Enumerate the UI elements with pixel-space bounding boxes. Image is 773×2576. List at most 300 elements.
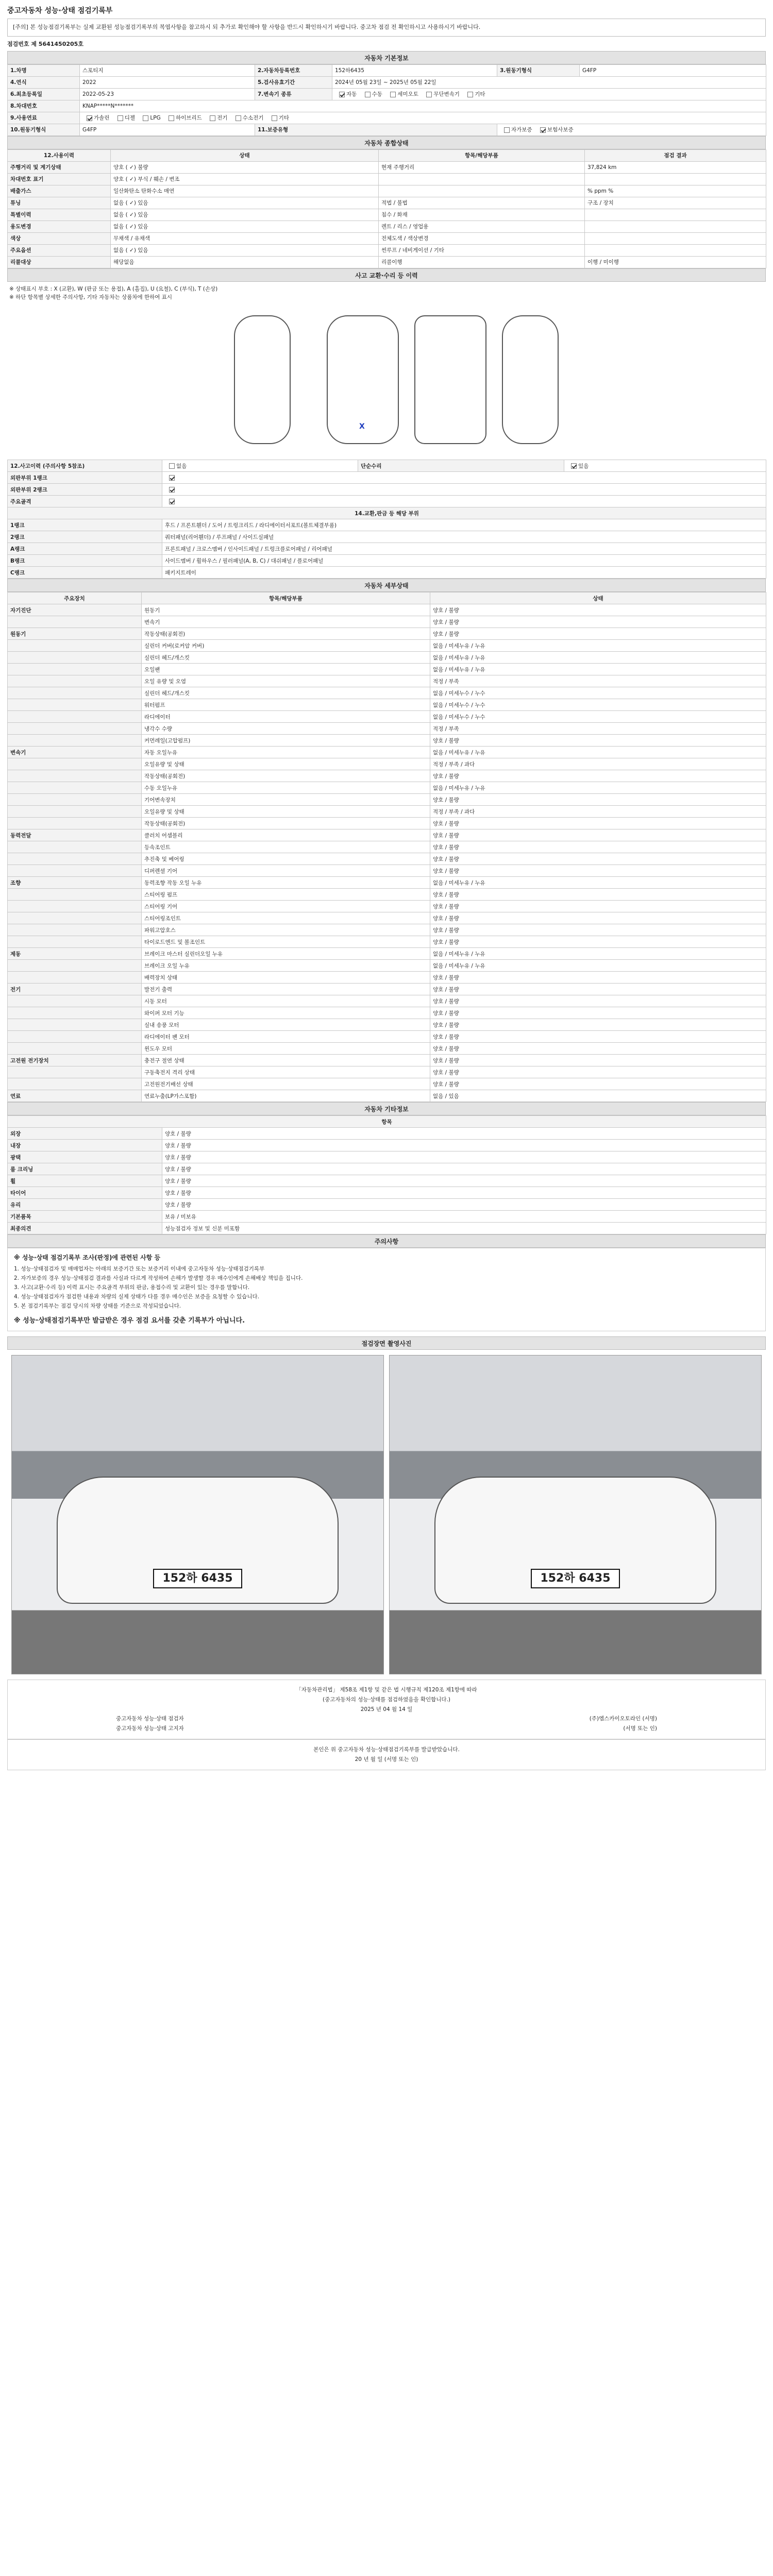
section-notes: 주의사항 [7, 1234, 766, 1248]
other-item-state: 양호 / 불량 [162, 1175, 766, 1187]
detail-row [8, 640, 766, 652]
value-year: 2022 [80, 76, 255, 88]
detail-state: 양호 / 불량 [430, 853, 766, 865]
detail-state: 양호 / 불량 [430, 1031, 766, 1043]
detail-item: 브레이크 마스터 실린더오일 누유 [142, 948, 430, 960]
detail-state: 양호 / 불량 [430, 735, 766, 747]
detail-item: 파워고압호스 [142, 924, 430, 936]
accident-history-label: 12.사고이력 (주의사항 5참조) [8, 460, 162, 472]
detail-state: 양호 / 불량 [430, 972, 766, 984]
detail-item: 윈도우 모터 [142, 1043, 430, 1055]
detail-device [8, 687, 142, 699]
detail-device [8, 936, 142, 948]
receipt-line: 본인은 위 중고자동차 성능·상태점검기록부를 발급받았습니다. [313, 1747, 460, 1753]
detail-state: 적정 / 부족 / 과다 [430, 758, 766, 770]
detail-device: 제동 [8, 948, 142, 960]
detail-device [8, 1078, 142, 1090]
detail-item: 실린더 헤드/개스킷 [142, 652, 430, 664]
detail-item: 오일 유량 및 오염 [142, 675, 430, 687]
rank-parts: 프론트패널 / 크로스멤버 / 인사이드패널 / 트렁크플로어패널 / 리어패널 [162, 543, 766, 555]
overall-row-label: 용도변경 [8, 221, 111, 232]
detail-device [8, 818, 142, 829]
detail-head-item: 항목/해당부품 [142, 592, 430, 604]
checkbox-insurance-warranty [540, 127, 546, 133]
detail-item: 작동상태(공회전) [142, 770, 430, 782]
car-damage-diagram [7, 305, 766, 460]
overall-row-part [379, 173, 585, 185]
overall-row-label: 차대번호 표기 [8, 173, 111, 185]
overall-row-state: 양호 ( ✓) 불량 [111, 161, 379, 173]
detail-device [8, 758, 142, 770]
detail-item: 커먼레일(고압펌프) [142, 735, 430, 747]
detail-row [8, 1066, 766, 1078]
overall-row-state: 없음 ( ✓) 있음 [111, 209, 379, 221]
checkbox-repair-yes [571, 463, 577, 469]
final-opinion-label: 최종의견 [8, 1223, 162, 1234]
note-line: 5. 본 점검기록부는 점검 당시의 차량 상태를 기준으로 작성되었습니다. [14, 1302, 181, 1309]
other-item-label: 유리 [8, 1199, 162, 1211]
accident-rank-value [162, 484, 766, 496]
detail-state: 양호 / 불량 [430, 841, 766, 853]
other-item-label: 내장 [8, 1140, 162, 1151]
detail-row [8, 889, 766, 901]
overall-row-result: 구조 / 장치 [585, 197, 766, 209]
section-detail: 자동차 세부상태 [7, 579, 766, 592]
other-item-state: 양호 / 불량 [162, 1163, 766, 1175]
detail-state: 양호 / 불량 [430, 616, 766, 628]
detail-state: 양호 / 불량 [430, 889, 766, 901]
other-row [8, 1175, 766, 1187]
detail-item: 자동 오일누유 [142, 747, 430, 758]
notifier-value: (서명 또는 인) [623, 1725, 657, 1732]
detail-state: 양호 / 불량 [430, 901, 766, 912]
other-item-label: 휠 [8, 1175, 162, 1187]
detail-state: 적정 / 부족 [430, 723, 766, 735]
value-first-reg: 2022-05-23 [80, 88, 255, 100]
detail-state: 없음 / 미세누유 / 누유 [430, 640, 766, 652]
overall-row-part: 리콜이행 [379, 256, 585, 268]
detail-device: 변속기 [8, 747, 142, 758]
detail-state: 없음 / 미세누수 / 누수 [430, 711, 766, 723]
rank-label: B랭크 [8, 555, 162, 567]
section-other: 자동차 기타정보 [7, 1102, 766, 1115]
section-accident: 사고 교환·수리 등 이력 [7, 268, 766, 282]
detail-device [8, 652, 142, 664]
detail-item: 타이로드엔드 및 볼조인트 [142, 936, 430, 948]
detail-item: 스티어링조인트 [142, 912, 430, 924]
detail-item: 오일유량 및 상태 [142, 806, 430, 818]
section-photos: 점검장면 촬영사진 [7, 1336, 766, 1350]
detail-item: 변속기 [142, 616, 430, 628]
detail-device: 고전원 전기장치 [8, 1055, 142, 1066]
overall-row-state: 해당없음 [111, 256, 379, 268]
overall-row-result: % ppm % [585, 185, 766, 197]
detail-device [8, 711, 142, 723]
document-title: 중고자동차 성능·상태 점검기록부 [7, 7, 113, 15]
detail-device [8, 640, 142, 652]
detail-item: 배력장치 상태 [142, 972, 430, 984]
detail-state: 없음 / 미세누유 / 누유 [430, 948, 766, 960]
other-item-state: 양호 / 불량 [162, 1140, 766, 1151]
overall-row-result [585, 232, 766, 244]
fuel-options: 가솔린 디젤 LPG 하이브리드 전기 수소전기 기타 [80, 112, 766, 124]
detail-device [8, 1066, 142, 1078]
detail-state: 양호 / 불량 [430, 818, 766, 829]
transmission-options: 자동 수동 세미오토 무단변속기 기타 [332, 88, 766, 100]
detail-device [8, 901, 142, 912]
other-row [8, 1151, 766, 1163]
rank-label: A랭크 [8, 543, 162, 555]
detail-state: 양호 / 불량 [430, 1019, 766, 1031]
rear-photo [389, 1355, 762, 1674]
overall-head-part: 항목/해당부품 [379, 149, 585, 161]
detail-row [8, 1007, 766, 1019]
overall-row-state: 없음 ( ✓) 있음 [111, 197, 379, 209]
detail-device [8, 699, 142, 711]
detail-row [8, 853, 766, 865]
detail-row [8, 912, 766, 924]
overall-row-result [585, 221, 766, 232]
accident-value-text: 없음 [176, 463, 187, 469]
label-reg-no: 2.자동차등록번호 [255, 64, 332, 76]
document-number: 점검번호 제 5641450205호 [7, 40, 83, 47]
note-line: 3. 사고(교환·수리 등) 이력 표시는 주요골격 부위의 판금, 용접수리 및 교환이 있는 경우를 말합니다. [14, 1284, 250, 1291]
inspector-value: (주)엠스카이오토라인 (서명) [589, 1716, 657, 1722]
detail-device [8, 1007, 142, 1019]
detail-row [8, 770, 766, 782]
detail-device [8, 735, 142, 747]
notice-box: [주의] 본 성능점검기록부는 실제 교환된 성능점검기록부의 복엽사항을 참고하시 되 추가로 확인해야 할 사항을 반드시 확인하시기 바랍니다. 중고차 점검 전 확인하시고 사용하시기 바랍니다. [7, 19, 766, 37]
detail-item: 실린더 커버(로커암 커버) [142, 640, 430, 652]
notes-warning: ※ 성능·상태점검기록부만 발급받은 경우 점검 요서를 갖춘 기록부가 아닙니다. [14, 1316, 245, 1325]
detail-item: 스티어링 펌프 [142, 889, 430, 901]
detail-state: 양호 / 불량 [430, 628, 766, 640]
detail-row [8, 1019, 766, 1031]
detail-row [8, 687, 766, 699]
detail-item: 동력조향 작동 오일 누유 [142, 877, 430, 889]
photo-row [11, 1355, 762, 1674]
final-opinion-value: 성능점검자 정보 및 신분 미포함 [162, 1223, 766, 1234]
legend-line: ※ 상태표시 부호 : X (교환), W (판금 또는 용접), A (흠집), U (요철), C (부식), T (손상) [9, 285, 218, 292]
detail-item: 등속조인트 [142, 841, 430, 853]
detail-state: 양호 / 불량 [430, 1043, 766, 1055]
detail-row [8, 818, 766, 829]
damage-mark-x: X [359, 422, 365, 431]
other-row [8, 1187, 766, 1199]
rear-plate: 152하 6435 [531, 1569, 620, 1588]
value-engine-type: G4FP [580, 64, 766, 76]
detail-state: 양호 / 불량 [430, 984, 766, 995]
label-car-name: 1.차명 [8, 64, 80, 76]
notifier-label: 중고자동차 성능·상태 고지자 [116, 1725, 184, 1732]
detail-row [8, 652, 766, 664]
detail-state: 양호 / 불량 [430, 865, 766, 877]
detail-device [8, 782, 142, 794]
label-engine-type: 3.원동기형식 [497, 64, 580, 76]
other-item-state: 양호 / 불량 [162, 1151, 766, 1163]
detail-device [8, 675, 142, 687]
overall-head-state: 상태 [111, 149, 379, 161]
detail-device [8, 841, 142, 853]
overall-row-state: 양호 ( ✓) 부식 / 훼손 / 변조 [111, 173, 379, 185]
detail-device [8, 960, 142, 972]
legend-line: ※ 하단 항목별 상세한 주의사항, 기타 자동차는 상품차에 한하여 표시 [9, 294, 173, 301]
other-table [7, 1115, 766, 1234]
detail-row [8, 984, 766, 995]
detail-device [8, 853, 142, 865]
detail-state: 없음 / 미세누수 / 누수 [430, 699, 766, 711]
detail-row [8, 865, 766, 877]
accident-rank-row: 외판부위 2랭크 [8, 484, 162, 496]
detail-row [8, 616, 766, 628]
detail-state: 양호 / 불량 [430, 1066, 766, 1078]
label-vin: 8.차대번호 [8, 100, 80, 112]
detail-item: 워터펌프 [142, 699, 430, 711]
detail-state: 없음 / 미세누수 / 누수 [430, 687, 766, 699]
car-floor-outline [414, 315, 486, 444]
detail-device [8, 1043, 142, 1055]
detail-table [7, 592, 766, 1102]
note-line: 4. 성능·상태점검자가 점검한 내용과 차량의 실제 상태가 다를 경우 매수인은 보증을 요청할 수 있습니다. [14, 1294, 259, 1300]
overall-table [7, 149, 766, 268]
notes-box [7, 1248, 766, 1331]
checkbox-hydrogen [236, 115, 241, 121]
detail-row [8, 699, 766, 711]
checkbox-fuel-etc [272, 115, 277, 121]
detail-head-state: 상태 [430, 592, 766, 604]
checkbox-lpg [143, 115, 148, 121]
checkbox-semiauto [390, 92, 396, 97]
overall-row-result: 37,824 km [585, 161, 766, 173]
detail-row [8, 604, 766, 616]
overall-row-state: 없음 ( ✓) 있음 [111, 221, 379, 232]
detail-item: 연료누출(LP가스포함) [142, 1090, 430, 1102]
basic-items-label: 기본품목 [8, 1211, 162, 1223]
detail-row [8, 782, 766, 794]
accident-rank-value [162, 472, 766, 484]
detail-item: 오일팬 [142, 664, 430, 675]
detail-item: 실린더 헤드/개스킷 [142, 687, 430, 699]
overall-row-result: 이행 / 미이행 [585, 256, 766, 268]
other-item-label: 광택 [8, 1151, 162, 1163]
detail-row [8, 711, 766, 723]
parts-heading: 14.교환,판금 등 해당 부위 [8, 507, 766, 519]
detail-item: 작동상태(공회전) [142, 628, 430, 640]
detail-item: 클러치 어셈블리 [142, 829, 430, 841]
accident-rank-row: 외판부위 1랭크 [8, 472, 162, 484]
other-item-label: 룸 크리닝 [8, 1163, 162, 1175]
detail-state: 양호 / 불량 [430, 1007, 766, 1019]
detail-row [8, 972, 766, 984]
note-line: 2. 자가보증의 경우 성능·상태점검 결과를 사실과 다르게 작성하여 손해가 발생할 경우 매수인에게 손해배상 책임을 집니다. [14, 1275, 303, 1282]
detail-device [8, 1019, 142, 1031]
rank-label: 1랭크 [8, 519, 162, 531]
detail-state: 양호 / 불량 [430, 936, 766, 948]
checkbox-electric [210, 115, 215, 121]
car-right-side-outline [502, 315, 559, 444]
detail-device: 자기진단 [8, 604, 142, 616]
detail-state: 양호 / 불량 [430, 1055, 766, 1066]
detail-state: 없음 / 미세누유 / 누유 [430, 664, 766, 675]
detail-item: 와이퍼 모터 기능 [142, 1007, 430, 1019]
sign-line: 「자동차관리법」 제58조 제1항 및 같은 법 시행규칙 제120조 제1항에 따라 [296, 1686, 477, 1693]
checkbox-auto [339, 92, 345, 97]
detail-state: 적정 / 부족 / 과다 [430, 806, 766, 818]
other-item-label: 외장 [8, 1128, 162, 1140]
sign-date: 2025 년 04 월 14 일 [360, 1706, 413, 1713]
detail-item: 구동축전지 격리 상태 [142, 1066, 430, 1078]
detail-row [8, 1078, 766, 1090]
accident-history-value [162, 460, 358, 472]
detail-row [8, 1043, 766, 1055]
detail-device [8, 723, 142, 735]
detail-state: 없음 / 미세누유 / 누유 [430, 782, 766, 794]
detail-item: 원동기 [142, 604, 430, 616]
detail-state: 양호 / 불량 [430, 1078, 766, 1090]
overall-row-result [585, 173, 766, 185]
overall-row-part: 침수 / 화재 [379, 209, 585, 221]
detail-state: 양호 / 불량 [430, 770, 766, 782]
detail-state: 없음 / 미세누유 / 누유 [430, 960, 766, 972]
detail-row [8, 936, 766, 948]
overall-row-part: 렌트 / 리스 / 영업용 [379, 221, 585, 232]
overall-row-result [585, 244, 766, 256]
checkbox-rank-none [169, 487, 175, 493]
detail-state: 적정 / 부족 [430, 675, 766, 687]
detail-item: 발전기 출력 [142, 984, 430, 995]
detail-state: 양호 / 불량 [430, 995, 766, 1007]
label-first-reg: 6.최초등록일 [8, 88, 80, 100]
rank-parts: 사이드멤버 / 휠하우스 / 필러패널(A, B, C) / 대쉬패널 / 플로어패널 [162, 555, 766, 567]
detail-item: 시동 모터 [142, 995, 430, 1007]
detail-row [8, 1031, 766, 1043]
receipt-box [7, 1739, 766, 1770]
detail-device [8, 664, 142, 675]
sign-line: (중고자동차의 성능·상태를 점검하였음을 확인합니다.) [322, 1696, 451, 1703]
detail-item: 오일유량 및 상태 [142, 758, 430, 770]
detail-item: 기어변속장치 [142, 794, 430, 806]
sign-row [13, 1724, 760, 1734]
inspector-label: 중고자동차 성능·상태 점검자 [116, 1716, 184, 1722]
detail-row [8, 675, 766, 687]
detail-state: 양호 / 불량 [430, 794, 766, 806]
other-item-state: 양호 / 불량 [162, 1187, 766, 1199]
detail-row [8, 924, 766, 936]
detail-row [8, 758, 766, 770]
detail-item: 실내 송풍 모터 [142, 1019, 430, 1031]
detail-row [8, 806, 766, 818]
overall-row-part: 썬루프 / 네비게이션 / 기타 [379, 244, 585, 256]
detail-item: 추진축 및 베어링 [142, 853, 430, 865]
section-overall: 자동차 종합상태 [7, 136, 766, 149]
value-engine: G4FP [80, 124, 255, 135]
detail-item: 고전원전기배선 상태 [142, 1078, 430, 1090]
detail-device: 연료 [8, 1090, 142, 1102]
overall-head-item: 12.사용이력 [8, 149, 111, 161]
other-row [8, 1199, 766, 1211]
rank-label: 2랭크 [8, 531, 162, 543]
detail-row [8, 901, 766, 912]
detail-state: 없음 / 미세누유 / 누유 [430, 652, 766, 664]
detail-row [8, 735, 766, 747]
value-car-name: 스포티지 [80, 64, 255, 76]
basic-items-value: 보유 / 미보유 [162, 1211, 766, 1223]
overall-row-label: 리콜대상 [8, 256, 111, 268]
detail-state: 양호 / 불량 [430, 924, 766, 936]
overall-row-label: 주요옵션 [8, 244, 111, 256]
detail-row [8, 841, 766, 853]
accident-rank-value [162, 496, 766, 507]
detail-row [8, 1090, 766, 1102]
overall-head-result: 점검 결과 [585, 149, 766, 161]
section-basic-info: 자동차 기본정보 [7, 51, 766, 64]
detail-device [8, 912, 142, 924]
other-head: 항목 [8, 1116, 766, 1128]
overall-row-part [379, 185, 585, 197]
other-item-state: 양호 / 불량 [162, 1128, 766, 1140]
detail-row [8, 829, 766, 841]
checkbox-hybrid [169, 115, 174, 121]
overall-row-result [585, 209, 766, 221]
detail-rows [8, 604, 766, 1102]
checkbox-diesel [117, 115, 123, 121]
overall-row-label: 주행거리 및 계기상태 [8, 161, 111, 173]
detail-device: 전기 [8, 984, 142, 995]
detail-device: 동력전달 [8, 829, 142, 841]
checkbox-etc [467, 92, 473, 97]
detail-device [8, 924, 142, 936]
detail-row [8, 995, 766, 1007]
detail-device [8, 865, 142, 877]
car-left-side-outline [234, 315, 291, 444]
notes-title: ※ 성능·상태 점검기록부 조사(판정)에 관련된 사항 등 [14, 1254, 161, 1262]
detail-state: 없음 / 있음 [430, 1090, 766, 1102]
rank-parts: 후드 / 프론트휀더 / 도어 / 트렁크리드 / 라디에이터서포트(볼트체결부품) [162, 519, 766, 531]
detail-row [8, 794, 766, 806]
detail-row [8, 628, 766, 640]
overall-row-label: 배출가스 [8, 185, 111, 197]
label-inspection-period: 5.검사유효기간 [255, 76, 332, 88]
other-row [8, 1163, 766, 1175]
repair-value-text: 있음 [578, 463, 589, 469]
detail-state: 양호 / 불량 [430, 912, 766, 924]
checkbox-rank-none [169, 475, 175, 481]
detail-item: 라디에이터 팬 모터 [142, 1031, 430, 1043]
rank-parts: 패키지트레이 [162, 567, 766, 579]
overall-row-label: 튜닝 [8, 197, 111, 209]
value-reg-no: 152하6435 [332, 64, 497, 76]
other-rows [8, 1128, 766, 1211]
detail-device: 조향 [8, 877, 142, 889]
overall-row-part: 전체도색 / 색상변경 [379, 232, 585, 244]
detail-item: 작동상태(공회전) [142, 818, 430, 829]
accident-legend [0, 282, 773, 306]
rank-label: C랭크 [8, 567, 162, 579]
detail-device [8, 972, 142, 984]
front-plate: 152하 6435 [153, 1569, 242, 1588]
detail-row [8, 664, 766, 675]
overall-row-state: 무채색 / 유채색 [111, 232, 379, 244]
overall-row-label: 특별이력 [8, 209, 111, 221]
label-fuel: 9.사용연료 [8, 112, 80, 124]
overall-row-label: 색상 [8, 232, 111, 244]
simple-repair-value [564, 460, 766, 472]
warranty-options: 자가보증 보험사보증 [497, 124, 766, 135]
accident-rank-row: 주요골격 [8, 496, 162, 507]
note-line: 1. 성능·상태점검자 및 매매업자는 아래의 보증기간 또는 보증거리 이내에 중고자동차 성능·상태점검기록부 [14, 1266, 265, 1273]
detail-state: 없음 / 미세누유 / 누유 [430, 747, 766, 758]
detail-device: 원동기 [8, 628, 142, 640]
